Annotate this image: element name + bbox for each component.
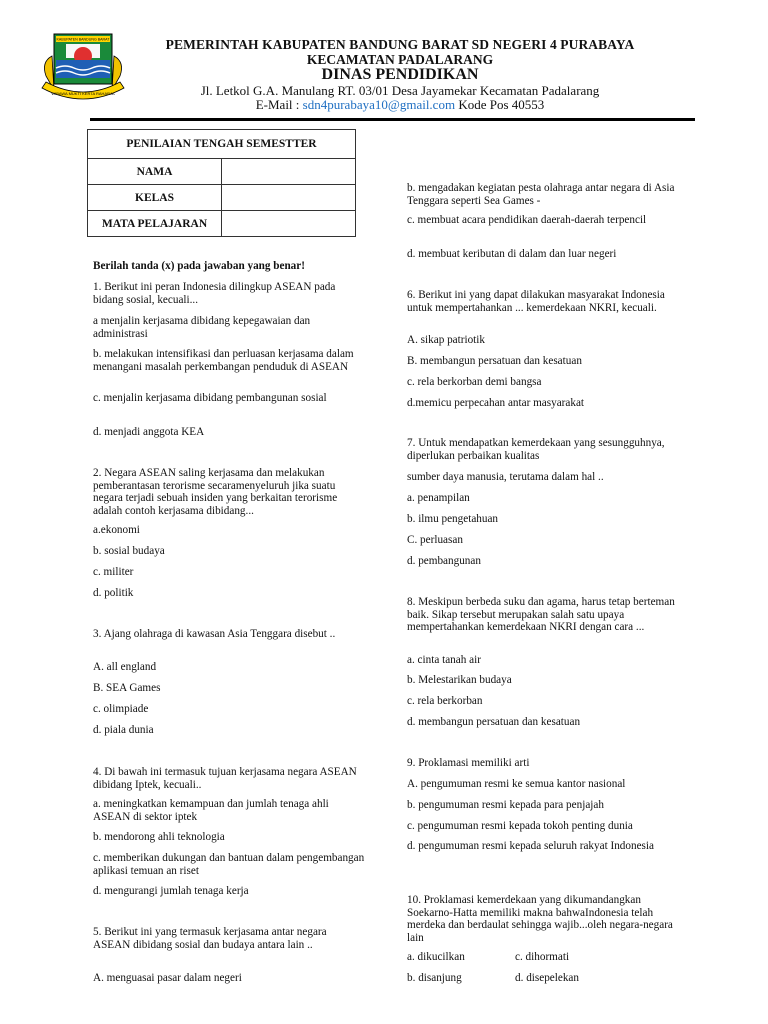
class-field[interactable]	[222, 185, 356, 211]
class-label: KELAS	[88, 185, 222, 211]
option-4c[interactable]: c. memberikan dukungan dan bantuan dalam pengembangan aplikasi temuan an riset	[93, 852, 365, 877]
option-5a[interactable]: A. menguasai pasar dalam negeri	[93, 972, 242, 984]
header-district-line: KECAMATAN PADALARANG	[306, 52, 494, 67]
option-4b[interactable]: b. mendorong ahli teknologia	[93, 831, 225, 843]
option-6a[interactable]: A. sikap patriotik	[407, 334, 485, 346]
option-2d[interactable]: d. politik	[93, 587, 134, 599]
instruction: Berilah tanda (x) pada jawaban yang benar!	[93, 260, 305, 272]
option-1a[interactable]: a menjalin kerjasama dibidang kepegawaian dan administrasi	[93, 315, 311, 340]
option-7d[interactable]: d. pembangunan	[407, 555, 481, 567]
header-divider	[90, 118, 695, 121]
option-1c[interactable]: c. menjalin kerjasama dibidang pembangunan sosial	[93, 392, 327, 404]
question-3: 3. Ajang olahraga di kawasan Asia Tenggara disebut ..	[93, 628, 336, 640]
option-5d[interactable]: d. membuat keributan di dalam dan luar negeri	[407, 248, 617, 260]
option-3a[interactable]: A. all england	[93, 661, 157, 673]
option-9d[interactable]: d. pengumuman resmi kepada seluruh rakyat Indonesia	[407, 840, 654, 852]
header-contact: E-Mail : sdn4purabaya10@gmail.com Kode Pos 40553	[255, 97, 545, 112]
option-3d[interactable]: d. piala dunia	[93, 724, 154, 736]
option-8b[interactable]: b. Melestarikan budaya	[407, 674, 512, 686]
option-5c[interactable]: c. membuat acara pendidikan daerah-daerah terpencil	[407, 214, 647, 226]
question-2: 2. Negara ASEAN saling kerjasama dan melakukan pemberantasan terorisme secaramenyeluruh jika suatu negara terjadi sebuah insiden yang berkaitan terorisme adalah contoh kerjasama dibidang...	[93, 467, 338, 517]
option-10a[interactable]: a. dikucilkan	[407, 951, 465, 963]
svg-text:WIBAWA MUKTI KERTA RAHARJA: WIBAWA MUKTI KERTA RAHARJA	[51, 91, 115, 96]
option-10c[interactable]: c. dihormati	[515, 951, 570, 963]
option-4a[interactable]: a. meningkatkan kemampuan dan jumlah tenaga ahli ASEAN di sektor iptek	[93, 798, 329, 823]
header-government-line: PEMERINTAH KABUPATEN BANDUNG BARAT SD NEGERI 4 PURABAYA	[165, 37, 635, 52]
option-8a[interactable]: a. cinta tanah air	[407, 654, 481, 666]
option-8c[interactable]: c. rela berkorban	[407, 695, 483, 707]
option-3b[interactable]: B. SEA Games	[93, 682, 161, 694]
question-7: 7. Untuk mendapatkan kemerdekaan yang sesungguhnya, diperlukan perbaikan kualitas	[407, 437, 665, 462]
option-10d[interactable]: d. disepelekan	[515, 972, 579, 984]
question-7-continued: sumber daya manusia, terutama dalam hal ..	[407, 471, 604, 483]
option-2b[interactable]: b. sosial budaya	[93, 545, 165, 557]
exam-title: PENILAIAN TENGAH SEMESTTER	[88, 130, 356, 159]
option-1b[interactable]: b. melakukan intensifikasi dan perluasan kerjasama dalam menangani masalah perkembangan penduduk di ASEAN	[93, 348, 354, 373]
option-7a[interactable]: a. penampilan	[407, 492, 470, 504]
question-8: 8. Meskipun berbeda suku dan agama, harus tetap berteman baik. Sikap tersebut merupakan salah satu upaya mempertahankan kemerdekaan NKRI dengan cara ...	[407, 596, 675, 633]
option-7b[interactable]: b. ilmu pengetahuan	[407, 513, 499, 525]
svg-text:KABUPATEN BANDUNG BARAT: KABUPATEN BANDUNG BARAT	[56, 37, 110, 42]
option-10b[interactable]: b. disanjung	[407, 972, 462, 984]
question-4: 4. Di bawah ini termasuk tujuan kerjasama negara ASEAN dibidang Iptek, kecuali..	[93, 766, 357, 791]
option-3c[interactable]: c. olimpiade	[93, 703, 149, 715]
header-address: Jl. Letkol G.A. Manulang RT. 03/01 Desa Jayamekar Kecamatan Padalarang	[200, 83, 600, 98]
subject-label: MATA PELAJARAN	[88, 211, 222, 237]
option-9c[interactable]: c. pengumuman resmi kepada tokoh penting dunia	[407, 820, 633, 832]
option-4d[interactable]: d. mengurangi jumlah tenaga kerja	[93, 885, 249, 897]
option-9a[interactable]: A. pengumuman resmi ke semua kantor nasional	[407, 778, 626, 790]
option-6b[interactable]: B. membangun persatuan dan kesatuan	[407, 355, 582, 367]
email-link[interactable]: sdn4purabaya10@gmail.com	[302, 97, 456, 112]
student-info-table	[87, 129, 356, 237]
question-6: 6. Berikut ini yang dapat dilakukan masyarakat Indonesia untuk mempertahankan ... kemerdekaan NKRI, kecuali.	[407, 289, 665, 314]
header-agency-line: DINAS PENDIDIKAN	[321, 66, 479, 83]
question-9: 9. Proklamasi memiliki arti	[407, 757, 530, 769]
name-field[interactable]	[222, 159, 356, 185]
option-2c[interactable]: c. militer	[93, 566, 134, 578]
option-1d[interactable]: d. menjadi anggota KEA	[93, 426, 205, 438]
option-5b[interactable]: b. mengadakan kegiatan pesta olahraga antar negara di Asia Tenggara seperti Sea Games -	[407, 182, 675, 207]
name-label: NAMA	[88, 159, 222, 185]
option-9b[interactable]: b. pengumuman resmi kepada para penjajah	[407, 799, 604, 811]
option-6c[interactable]: c. rela berkorban demi bangsa	[407, 376, 542, 388]
option-6d[interactable]: d.memicu perpecahan antar masyarakat	[407, 397, 585, 409]
question-5: 5. Berikut ini yang termasuk kerjasama antar negara ASEAN dibidang sosial dan budaya antara lain ..	[93, 926, 327, 951]
question-1: 1. Berikut ini peran Indonesia dilingkup ASEAN pada bidang sosial, kecuali...	[93, 281, 336, 306]
subject-field[interactable]	[222, 211, 356, 237]
option-7c[interactable]: C. perluasan	[407, 534, 463, 546]
option-8d[interactable]: d. membangun persatuan dan kesatuan	[407, 716, 581, 728]
question-10: 10. Proklamasi kemerdekaan yang dikumandangkan Soekarno-Hatta memiliki makna bahwaIndonesia telah merdeka dan berdaulat sehingga wajib...oleh negara-negara lain	[407, 894, 673, 944]
option-2a[interactable]: a.ekonomi	[93, 524, 140, 536]
